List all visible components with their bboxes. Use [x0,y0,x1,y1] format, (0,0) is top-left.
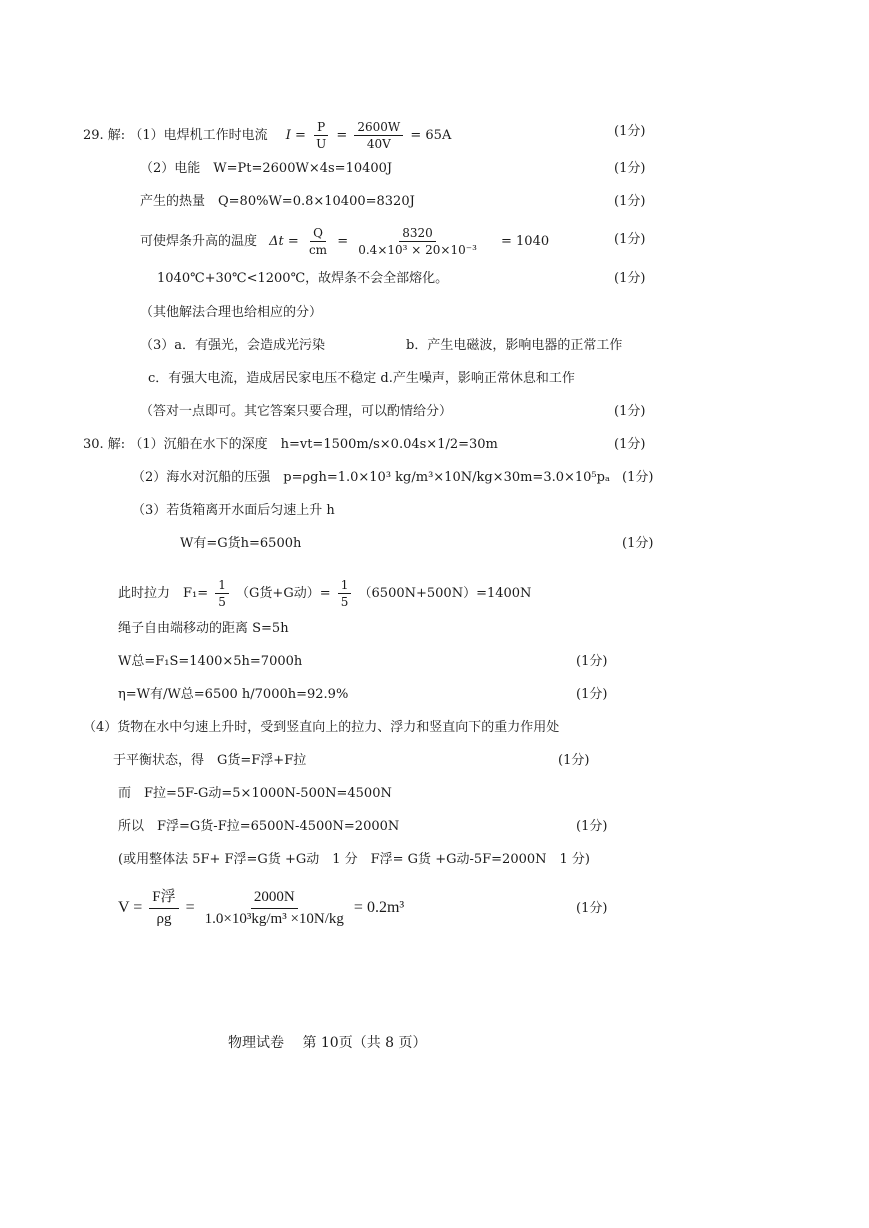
q30-balance-line: 于平衡状态，得 G货=F浮+F拉 [113,753,307,768]
score-mark: (1分) [576,687,608,702]
page-footer: 物理试卷 第 10页（共 8 页） [228,1035,427,1051]
score-mark: (1分) [576,901,608,916]
q30-useful-work-line: W有=G货h=6500h [180,536,302,551]
score-mark: (1分) [622,536,654,551]
fraction-p-over-u: $\frac{P}{U}$ [316,120,327,151]
q30-pull-force-line: 此时拉力 F₁= $\frac{1}{5}$ （G货+G动）= $\frac{1}{5}$ （6500N+500N）=1400N [118,578,532,609]
q29-part1-line [83,120,451,151]
score-mark: (1分) [614,194,646,209]
fraction-8320-over-mass: $\frac{8320}{\text{0.4×10³ × 20×10⁻³}}$ [358,226,477,257]
score-mark: (1分) [614,161,646,176]
q29-part3-cd: c．有强大电流，造成居民家电压不稳定 d.产生噪声，影响正常休息和工作 [148,371,575,386]
fraction-2000n-over-density: $\frac{2000N}{\text{1.0×10³kg/m³ ×10N/kg}}$ [204,889,344,927]
score-mark: (1分) [614,437,646,452]
score-mark: (1分) [576,819,608,834]
q30-head: 30. 解: [83,437,126,452]
q29-part3-a: （3）a．有强光，会造成光污染 [140,338,326,353]
q30-buoyancy-line: 所以 F浮=G货-F拉=6500N-4500N=2000N [118,819,400,834]
q30-rope-distance-line: 绳子自由端移动的距离 S=5h [118,621,289,636]
q29-part2-line: （2）电能 W=Pt=2600W×4s=10400J [140,161,393,176]
score-mark: (1分) [614,404,646,419]
fraction-one-fifth: $\frac{1}{5}$ [338,578,352,609]
score-mark: (1分) [614,271,646,286]
q30-alternative-line: (或用整体法 5F+ F浮=G货 +G动 1 分 F浮= G货 +G动-5F=2000N 1 分) [118,852,590,867]
q30-part2-line: （2）海水对沉船的压强 p=ρgh=1.0×10³ kg/m³×10N/kg×30m=3.0×10⁵pₐ [132,470,610,485]
q29-part1-label: （1）电焊机工作时电流 [129,128,268,143]
q29-note-line: （其他解法合理也给相应的分） [140,305,323,320]
q30-part3-line: （3）若货箱离开水面后匀速上升 h [132,503,335,518]
score-mark: (1分) [622,470,654,485]
fraction-buoyancy-over-rho-g: $\frac{\text{F浮}}{\rho g}$ [149,888,178,929]
fraction-2600w-over-40v: $\frac{2600W}{40V}$ [354,120,403,151]
score-mark: (1分) [614,232,646,247]
q30-volume-formula: V = $\frac{\text{F浮}}{\rho g}$ = $\frac{2000N}{\text{1.0×10³kg/m³ ×10N/kg}}$ = 0.2m³ [118,889,405,927]
q29-temperature-formula: Δt = $\frac{Q}{cm}$ = $\frac{8320}{\text{0.4×10³ × 20×10⁻³}}$ = 1040 [269,226,550,257]
fraction-one-fifth: $\frac{1}{5}$ [215,578,229,609]
q29-heat-line: 产生的热量 Q=80%W=0.8×10400=8320J [140,194,415,209]
q29-current-formula: I = $\frac{P}{U}$ = $\frac{2600W}{40V}$ = 65A [285,120,452,151]
score-mark: (1分) [558,753,590,768]
q30-efficiency-line: η=W有/W总=6500 h/7000h=92.9% [118,687,349,702]
q29-conclusion-line: 1040℃+30℃<1200℃，故焊条不会全部熔化。 [157,271,449,286]
q30-part4-line: （4）货物在水中匀速上升时，受到竖直向上的拉力、浮力和竖直向下的重力作用处 [83,720,560,735]
fraction-q-over-cm: $\frac{Q}{cm}$ [308,226,328,257]
q29-part3-b: b．产生电磁波，影响电器的正常工作 [406,338,623,353]
q29-grading-note: （答对一点即可。其它答案只要合理，可以酌情给分） [140,404,453,419]
q30-part1-line: 30. 解: （1）沉船在水下的深度 h=vt=1500m/s×0.04s×1/2=30m [83,437,498,452]
score-mark: (1分) [576,654,608,669]
q29-temperature-line: 可使焊条升高的温度 Δt = $\frac{Q}{cm}$ = $\frac{8320}{\text{0.4×10³ × 20×10⁻³}}$ = 1040 [140,226,550,257]
q30-total-work-line: W总=F₁S=1400×5h=7000h [118,654,303,669]
q29-head: 29. 解: [83,128,126,143]
score-mark: (1分) [614,124,646,139]
q30-pull-line: 而 F拉=5F-G动=5×1000N-500N=4500N [118,786,392,801]
